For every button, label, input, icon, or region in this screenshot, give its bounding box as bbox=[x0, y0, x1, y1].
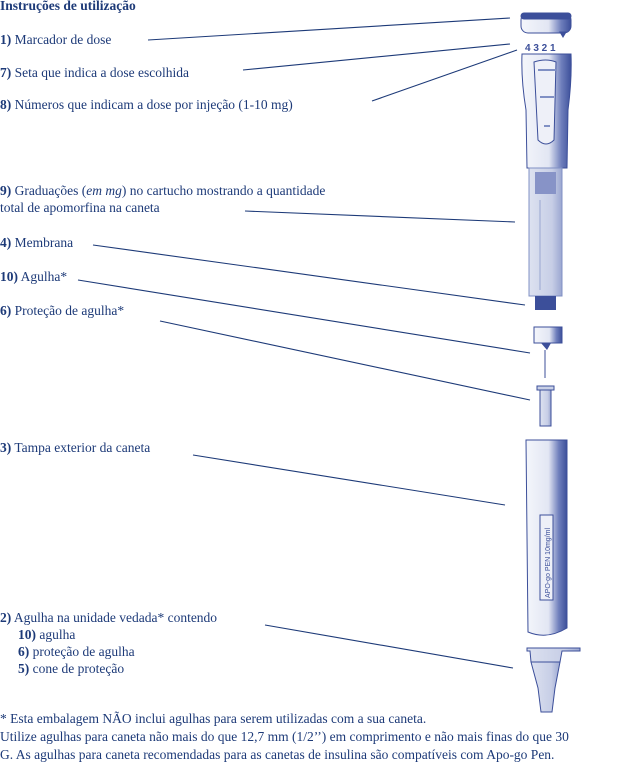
footnote: * Esta embalagem NÃO inclui agulhas para serem utilizadas com a sua caneta. Utilize agulhas para caneta não mais do que 12,7 mm (1/2’’) em comprimento e não mais finas do que 30 G. As agulhas para caneta recomendadas para as canetas de insulina são compatíveis com Apo-go Pen. bbox=[0, 711, 569, 762]
label-graduations: 9) Graduações (em mg) no cartucho mostrando a quantidade total de apomorfina na caneta bbox=[0, 183, 326, 215]
label-outer-cap: 3) Tampa exterior da caneta bbox=[0, 440, 151, 455]
needle-hub bbox=[534, 327, 562, 343]
membrane-thread bbox=[535, 296, 556, 310]
list-item: 6) proteção de agulha bbox=[18, 644, 135, 659]
dose-knob bbox=[521, 13, 571, 37]
sealed-needle-unit bbox=[527, 648, 580, 662]
leader-lines bbox=[78, 18, 530, 668]
dose-numbers: 4 3 2 1 bbox=[525, 43, 556, 54]
label-membrane: 4) Membrana bbox=[0, 235, 74, 250]
protective-cone bbox=[531, 662, 560, 712]
label-needle: 10) Agulha* bbox=[0, 269, 68, 284]
label-dose-knob: 1) Marcador de dose bbox=[0, 32, 112, 47]
list-item: 10) agulha bbox=[18, 627, 76, 642]
label-dose-numbers: 8) Números que indicam a dose por injeção (1-10 mg) bbox=[0, 97, 293, 112]
label-sealed-unit: 2) Agulha na unidade vedada* contendo 10) agulha 6) proteção de agulha 5) cone de proteção bbox=[0, 610, 218, 676]
label-dose-arrow: 7) Seta que indica a dose escolhida bbox=[0, 65, 189, 80]
label-needle-protector: 6) Proteção de agulha* bbox=[0, 303, 125, 318]
dose-window bbox=[534, 60, 556, 144]
needle-protector bbox=[537, 386, 554, 390]
cap-label: APO-go PEN 10mg/ml bbox=[545, 527, 552, 598]
page-title: Instruções de utilização bbox=[0, 0, 136, 13]
list-item: 5) cone de proteção bbox=[18, 661, 125, 676]
